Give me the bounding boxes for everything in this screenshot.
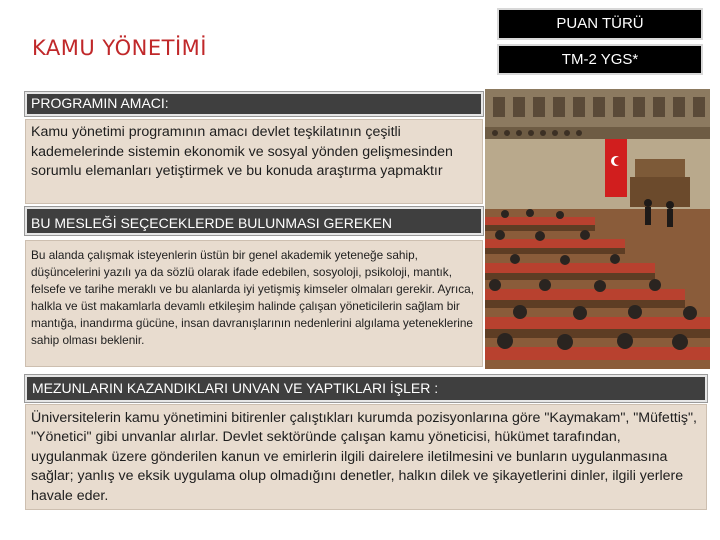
section-body-purpose: Kamu yönetimi programının amacı devlet teşkilatının çeşitli kademelerinde sistemin ekonomik ve sosyal yönden gelişmesinden sorumlu elemanları yetiştirmek ve bu konuda araştırma yapmaktır: [25, 119, 483, 204]
parliament-illustration: [485, 89, 710, 369]
score-type-value: TM-2 YGS*: [497, 44, 703, 75]
section-body-qualities: Bu alanda çalışmak isteyenlerin üstün bir genel akademik yeteneğe sahip, düşüncelerini yazılı ya da sözlü olarak ifade edebilen, sosyoloji, psikoloji, mantık, felsefe ve tarihe meraklı ve bu alanlarda iyi yetişmiş kimseler olmaları gerekir. Ayrıca, halkla ve üst makamlarla devamlı etkileşim halinde çalışan yöneticilerin sağlam bir mantığa, inandırma gücüne, insan davranışlarının nedenlerini algılama yeteneklerine sahip olması beklenir.: [25, 240, 483, 367]
parliament-hall-photo: [485, 89, 710, 369]
section-heading-purpose: PROGRAMIN AMACI:: [25, 92, 483, 116]
page-title: KAMU YÖNETİMİ: [32, 36, 207, 60]
section-body-graduates: Üniversitelerin kamu yönetimini bitirenler çalıştıkları kurumda pozisyonlarına göre "Kaymakam", "Müfettiş", "Yönetici" gibi unvanlar alırlar. Devlet sektöründe çalışan kamu yöneticisi, hükümet tarafından, uygulanmak üzere gönderilen kanun ve emirlerin ilgili dairelere iletilmesini ve bunların uygulanmasına sağlar; yanlış ve eksik uygulama olup olmadığını denetler, halkın dilek ve şikayetlerini dinler, ilgili yerlere havale eder.: [25, 404, 707, 510]
score-type-label: PUAN TÜRÜ: [497, 8, 703, 40]
section-heading-qualities: BU MESLEĞİ SEÇECEKLERDE BULUNMASI GEREKEN: [25, 207, 483, 235]
section-heading-graduates: MEZUNLARIN KAZANDIKLARI UNVAN VE YAPTIKLARI İŞLER :: [25, 375, 707, 402]
